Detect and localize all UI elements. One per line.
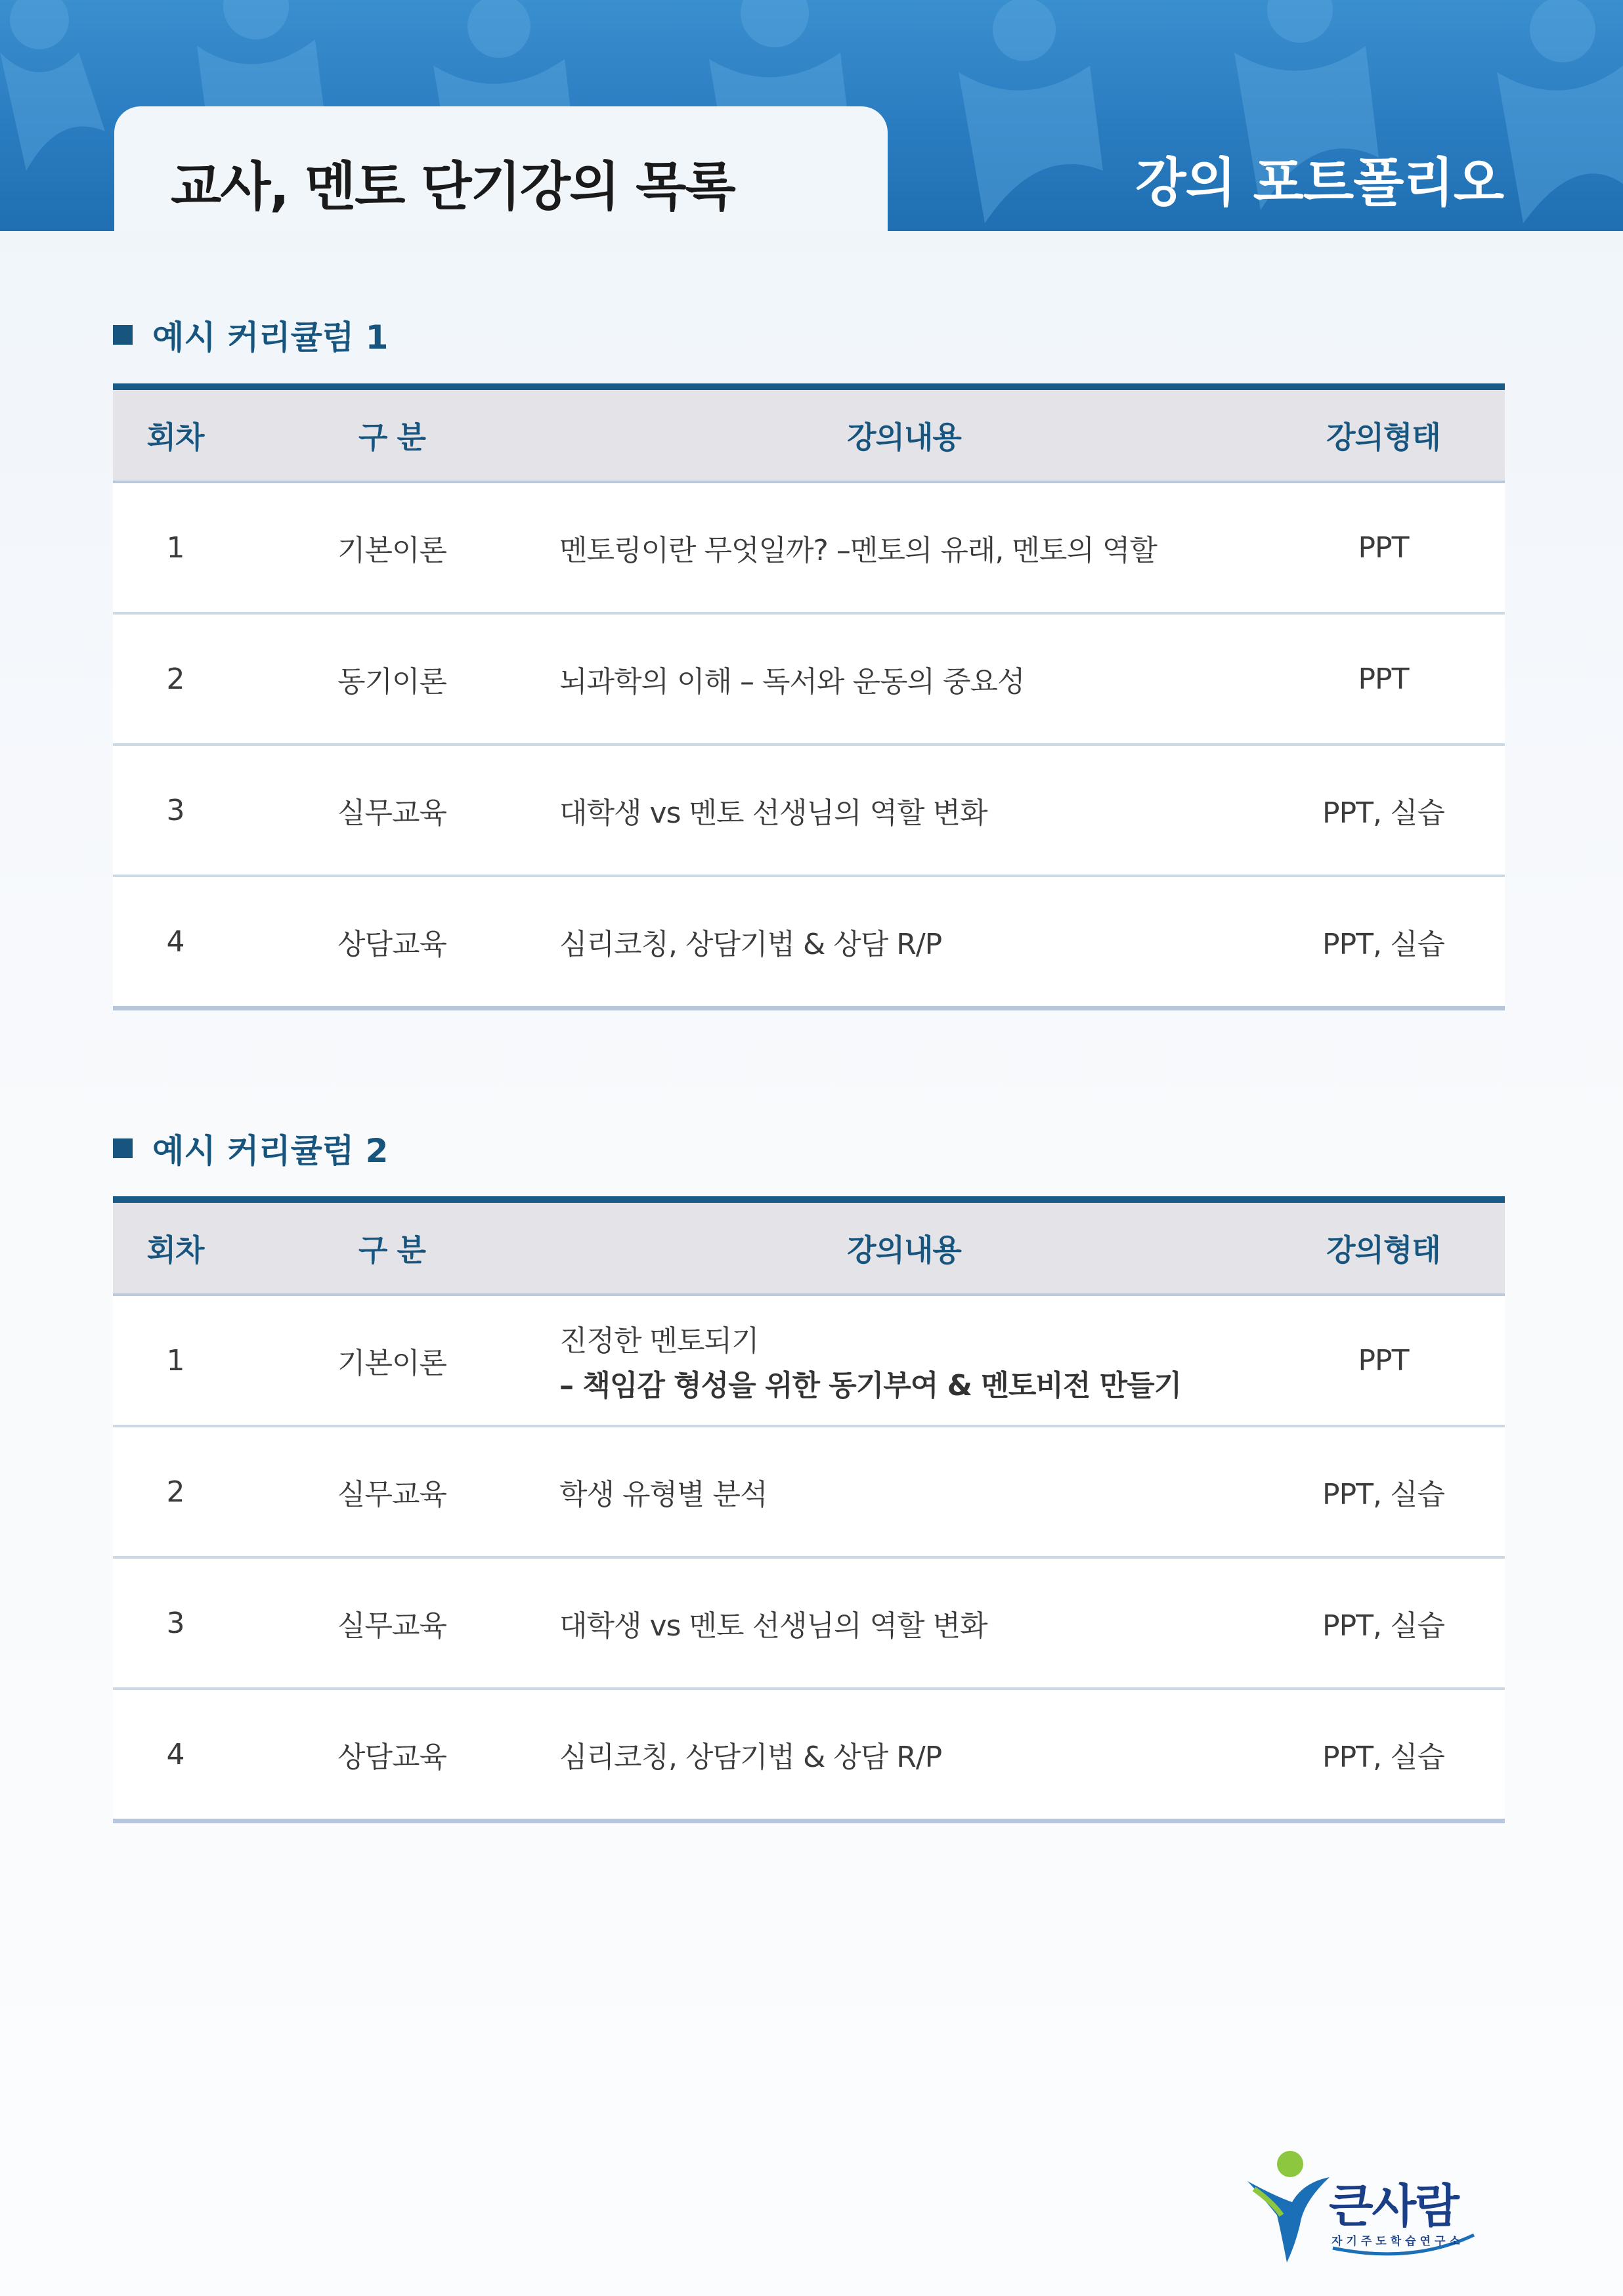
lecture-content — [546, 1317, 1262, 1404]
lecture-content-text: 멘토링이란 무엇일까? –멘토의 유래, 멘토의 역할 — [559, 534, 1157, 567]
header-cell-category: 구 분 — [358, 1232, 425, 1268]
lecture-content-text: 뇌과학의 이해 – 독서와 운동의 중요성 — [559, 665, 1025, 699]
header-cell-content: 강의내용 — [847, 1232, 961, 1268]
header-banner — [0, 0, 1623, 231]
header-cell-content: 강의내용 — [847, 420, 961, 455]
curriculum-1-heading — [113, 311, 388, 358]
table-row — [113, 1296, 1505, 1427]
lecture-format: PPT, 실습 — [1322, 928, 1444, 961]
lecture-content — [546, 1733, 1262, 1775]
category: 실무교육 — [337, 1478, 446, 1511]
category: 동기이론 — [337, 665, 446, 699]
lecture-content-text: 심리코칭, 상담기법 & 상담 R/P — [559, 1741, 942, 1774]
company-logo — [1241, 2150, 1504, 2268]
lecture-format: PPT — [1358, 662, 1409, 696]
lecture-content-text: 대학생 vs 멘토 선생님의 역할 변화 — [559, 796, 987, 830]
bullet-square-icon — [113, 325, 133, 345]
session-number: 3 — [166, 1606, 184, 1640]
lecture-format: PPT, 실습 — [1322, 1741, 1444, 1774]
session-number: 2 — [166, 1475, 184, 1509]
table-row — [113, 1427, 1505, 1559]
page-title: 교사, 멘토 단기강의 목록 — [171, 156, 735, 217]
table-header-row — [113, 390, 1505, 483]
table-row — [113, 1690, 1505, 1819]
logo-name: 큰사람 — [1329, 2179, 1458, 2233]
table-row — [113, 615, 1505, 746]
header-cell-session: 회차 — [146, 420, 204, 455]
lecture-format: PPT — [1358, 531, 1409, 565]
session-number: 4 — [166, 924, 184, 959]
session-number: 2 — [166, 662, 184, 696]
curriculum-1-heading-text: 예시 커리큘럼 1 — [152, 318, 389, 357]
lecture-content-text: 심리코칭, 상담기법 & 상담 R/P — [559, 928, 942, 961]
header-cell-session: 회차 — [146, 1232, 204, 1268]
title-tab — [114, 106, 888, 231]
lecture-content — [546, 658, 1262, 700]
session-number: 4 — [166, 1737, 184, 1771]
category: 기본이론 — [337, 1347, 446, 1380]
session-number: 3 — [166, 793, 184, 827]
lecture-format: PPT — [1358, 1343, 1409, 1377]
lecture-content-text: 진정한 멘토되기 — [559, 1324, 759, 1358]
header-cell-format: 강의형태 — [1326, 1232, 1440, 1268]
bullet-square-icon — [113, 1138, 133, 1158]
category: 실무교육 — [337, 1609, 446, 1643]
category: 상담교육 — [337, 928, 446, 961]
portfolio-title: 강의 포트폴리오 — [1135, 152, 1504, 213]
logo-subtitle: 자기주도학습연구소 — [1331, 2235, 1464, 2248]
session-number: 1 — [166, 1343, 184, 1377]
category: 기본이론 — [337, 534, 446, 567]
lecture-format: PPT, 실습 — [1322, 1609, 1444, 1643]
table-header-row — [113, 1203, 1505, 1296]
curriculum-2-heading-text: 예시 커리큘럼 2 — [152, 1132, 389, 1170]
lecture-content — [546, 1471, 1262, 1513]
lecture-content — [546, 527, 1262, 569]
lecture-format: PPT, 실습 — [1322, 796, 1444, 830]
curriculum-2-heading — [113, 1125, 388, 1172]
table-row — [113, 1559, 1505, 1690]
curriculum-2-table — [113, 1196, 1505, 1823]
lecture-content-subtext: – 책임감 형성을 위한 동기부여 & 멘토비전 만들기 — [559, 1369, 1182, 1402]
lecture-content — [546, 921, 1262, 963]
lecture-content — [546, 789, 1262, 831]
lecture-content-text: 학생 유형별 분석 — [559, 1478, 768, 1511]
table-row — [113, 877, 1505, 1006]
lecture-format: PPT, 실습 — [1322, 1478, 1444, 1511]
header-cell-format: 강의형태 — [1326, 420, 1440, 455]
lecture-content-text: 대학생 vs 멘토 선생님의 역할 변화 — [559, 1609, 987, 1643]
table-row — [113, 483, 1505, 615]
lecture-content — [546, 1602, 1262, 1644]
category: 상담교육 — [337, 1741, 446, 1774]
table-row — [113, 746, 1505, 877]
header-cell-category: 구 분 — [358, 420, 425, 455]
session-number: 1 — [166, 531, 184, 565]
curriculum-1-table — [113, 383, 1505, 1010]
category: 실무교육 — [337, 796, 446, 830]
